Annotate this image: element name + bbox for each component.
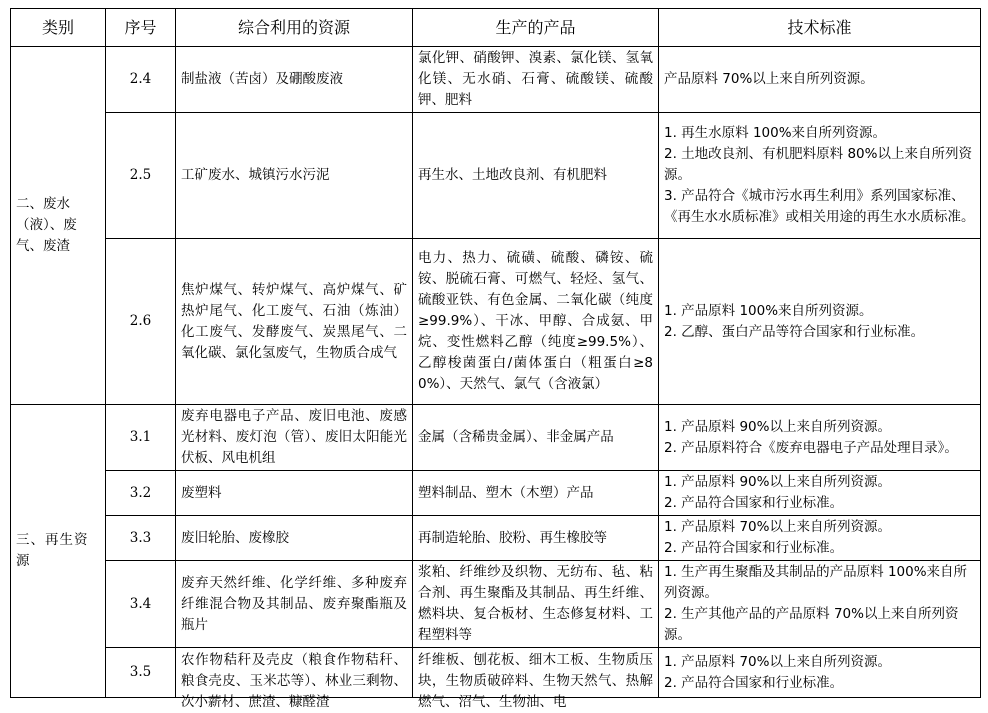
standard-cell (659, 47, 981, 113)
standard-cell (659, 239, 981, 405)
product-cell (413, 648, 659, 710)
resource-cell: 废塑料 (176, 471, 413, 516)
standard-line: 2. 生产其他产品的产品原料 70%以上来自所列资源。 (664, 606, 959, 643)
product-cell: 氯化钾、硝酸钾、溴素、氯化镁、氢氧化镁、无水硝、石膏、硫酸镁、硫酸钾、肥料 (413, 47, 659, 113)
header-resource: 综合利用的资源 (176, 9, 413, 47)
row-number: 3.1 (106, 405, 176, 471)
standard-cell (659, 648, 981, 698)
resource-cell: 工矿废水、城镇污水污泥 (176, 113, 413, 239)
row-number: 2.6 (106, 239, 176, 405)
header-number: 序号 (106, 9, 176, 47)
table-row (11, 47, 981, 113)
standard-line: 1. 产品原料 100%来自所列资源。 (664, 302, 873, 319)
product-cell: 浆粕、纤维纱及织物、无纺布、毡、粘合剂、再生聚酯及其制品、再生纤维、燃料块、复合板材、生态修复材料、工程塑料等 (413, 561, 659, 648)
product-cell: 电力、热力、硫磺、硫酸、磷铵、硫铵、脱硫石膏、可燃气、轻烃、氢气、硫酸亚铁、有色金属、二氧化碳（纯度≥99.9%）、干冰、甲醇、合成氨、甲烷、变性燃料乙醇（纯度≥99.5%）、乙醇梭菌蛋白/菌体蛋白（粗蛋白≥80%）、天然气、氯气（含液氯） (413, 239, 659, 405)
standard-cell (659, 516, 981, 561)
resource-cell: 废弃天然纤维、化学纤维、多种废弃纤维混合物及其制品、废弃聚酯瓶及瓶片 (176, 561, 413, 648)
standard-line: 2. 土地改良剂、有机肥料原料 80%以上来自所列资源。 (664, 146, 972, 183)
product-cell: 金属（含稀贵金属）、非金属产品 (413, 405, 659, 471)
row-number: 2.4 (106, 47, 176, 113)
standard-line: 1. 产品原料 70%以上来自所列资源。 (664, 653, 891, 670)
standard-cell (659, 561, 981, 648)
standard-line: 2. 产品符合国家和行业标准。 (664, 495, 844, 511)
header-product: 生产的产品 (413, 9, 659, 47)
resource-cell: 废旧轮胎、废橡胶 (176, 516, 413, 561)
resource-table (10, 8, 981, 710)
resource-cell (176, 648, 413, 710)
product-text: 纤维板、刨花板、细木工板、生物质压块，生物质破碎料、生物天然气、热解燃气、沼气、生物油、电 (418, 652, 653, 710)
table-header-row (11, 9, 981, 47)
standard-line: 2. 乙醇、蛋白产品等符合国家和行业标准。 (664, 323, 925, 340)
resource-text: 农作物秸秆及壳皮（粮食作物秸秆、粮食壳皮、玉米芯等）、林业三剩物、次小薪材、蔗渣、糠醛渣 (181, 652, 407, 710)
resource-cell: 制盐液（苦卤）及硼酸废液 (176, 47, 413, 113)
table-row (11, 516, 981, 561)
table-row (11, 471, 981, 516)
table-row (11, 561, 981, 648)
standard-line: 3. 产品符合《城市污水再生利用》系列国家标准、《再生水水质标准》或相关用途的再生水水质标准。 (664, 188, 975, 225)
row-number: 3.5 (106, 648, 176, 698)
product-cell: 塑料制品、塑木（木塑）产品 (413, 471, 659, 516)
standard-line: 产品原料 70%以上来自所列资源。 (664, 71, 874, 87)
resource-cell: 焦炉煤气、转炉煤气、高炉煤气、矿热炉尾气、化工废气、石油（炼油）化工废气、发酵废气、炭黑尾气、二氧化碳、氯化氢废气，生物质合成气 (176, 239, 413, 405)
standard-cell (659, 471, 981, 516)
standard-line: 1. 产品原料 90%以上来自所列资源。 (664, 474, 891, 490)
row-number: 3.4 (106, 561, 176, 648)
standard-line: 1. 生产再生聚酯及其制品的产品原料 100%来自所列资源。 (664, 564, 968, 601)
category-cell-waste: 二、废水（液）、废气、废渣 (11, 47, 106, 405)
table-row (11, 239, 981, 405)
table-row (11, 113, 981, 239)
standard-cell (659, 405, 981, 471)
row-number: 3.2 (106, 471, 176, 516)
standard-cell (659, 113, 981, 239)
header-standard: 技术标准 (659, 9, 981, 47)
table-row (11, 405, 981, 471)
standard-line: 1. 产品原料 70%以上来自所列资源。 (664, 519, 891, 535)
row-number: 2.5 (106, 113, 176, 239)
product-cell: 再制造轮胎、胶粉、再生橡胶等 (413, 516, 659, 561)
category-cell-renewable: 三、再生资源 (11, 405, 106, 698)
standard-line: 1. 再生水原料 100%来自所列资源。 (664, 125, 887, 141)
header-category: 类别 (11, 9, 106, 47)
product-cell: 再生水、土地改良剂、有机肥料 (413, 113, 659, 239)
standard-line: 2. 产品原料符合《废弃电器电子产品处理目录》。 (664, 439, 958, 456)
standard-line: 2. 产品符合国家和行业标准。 (664, 540, 844, 556)
row-number: 3.3 (106, 516, 176, 561)
resource-cell: 废弃电器电子产品、废旧电池、废感光材料、废灯泡（管）、废旧太阳能光伏板、风电机组 (176, 405, 413, 471)
table-row (11, 648, 981, 698)
standard-line: 2. 产品符合国家和行业标准。 (664, 674, 844, 691)
standard-line: 1. 产品原料 90%以上来自所列资源。 (664, 418, 891, 435)
